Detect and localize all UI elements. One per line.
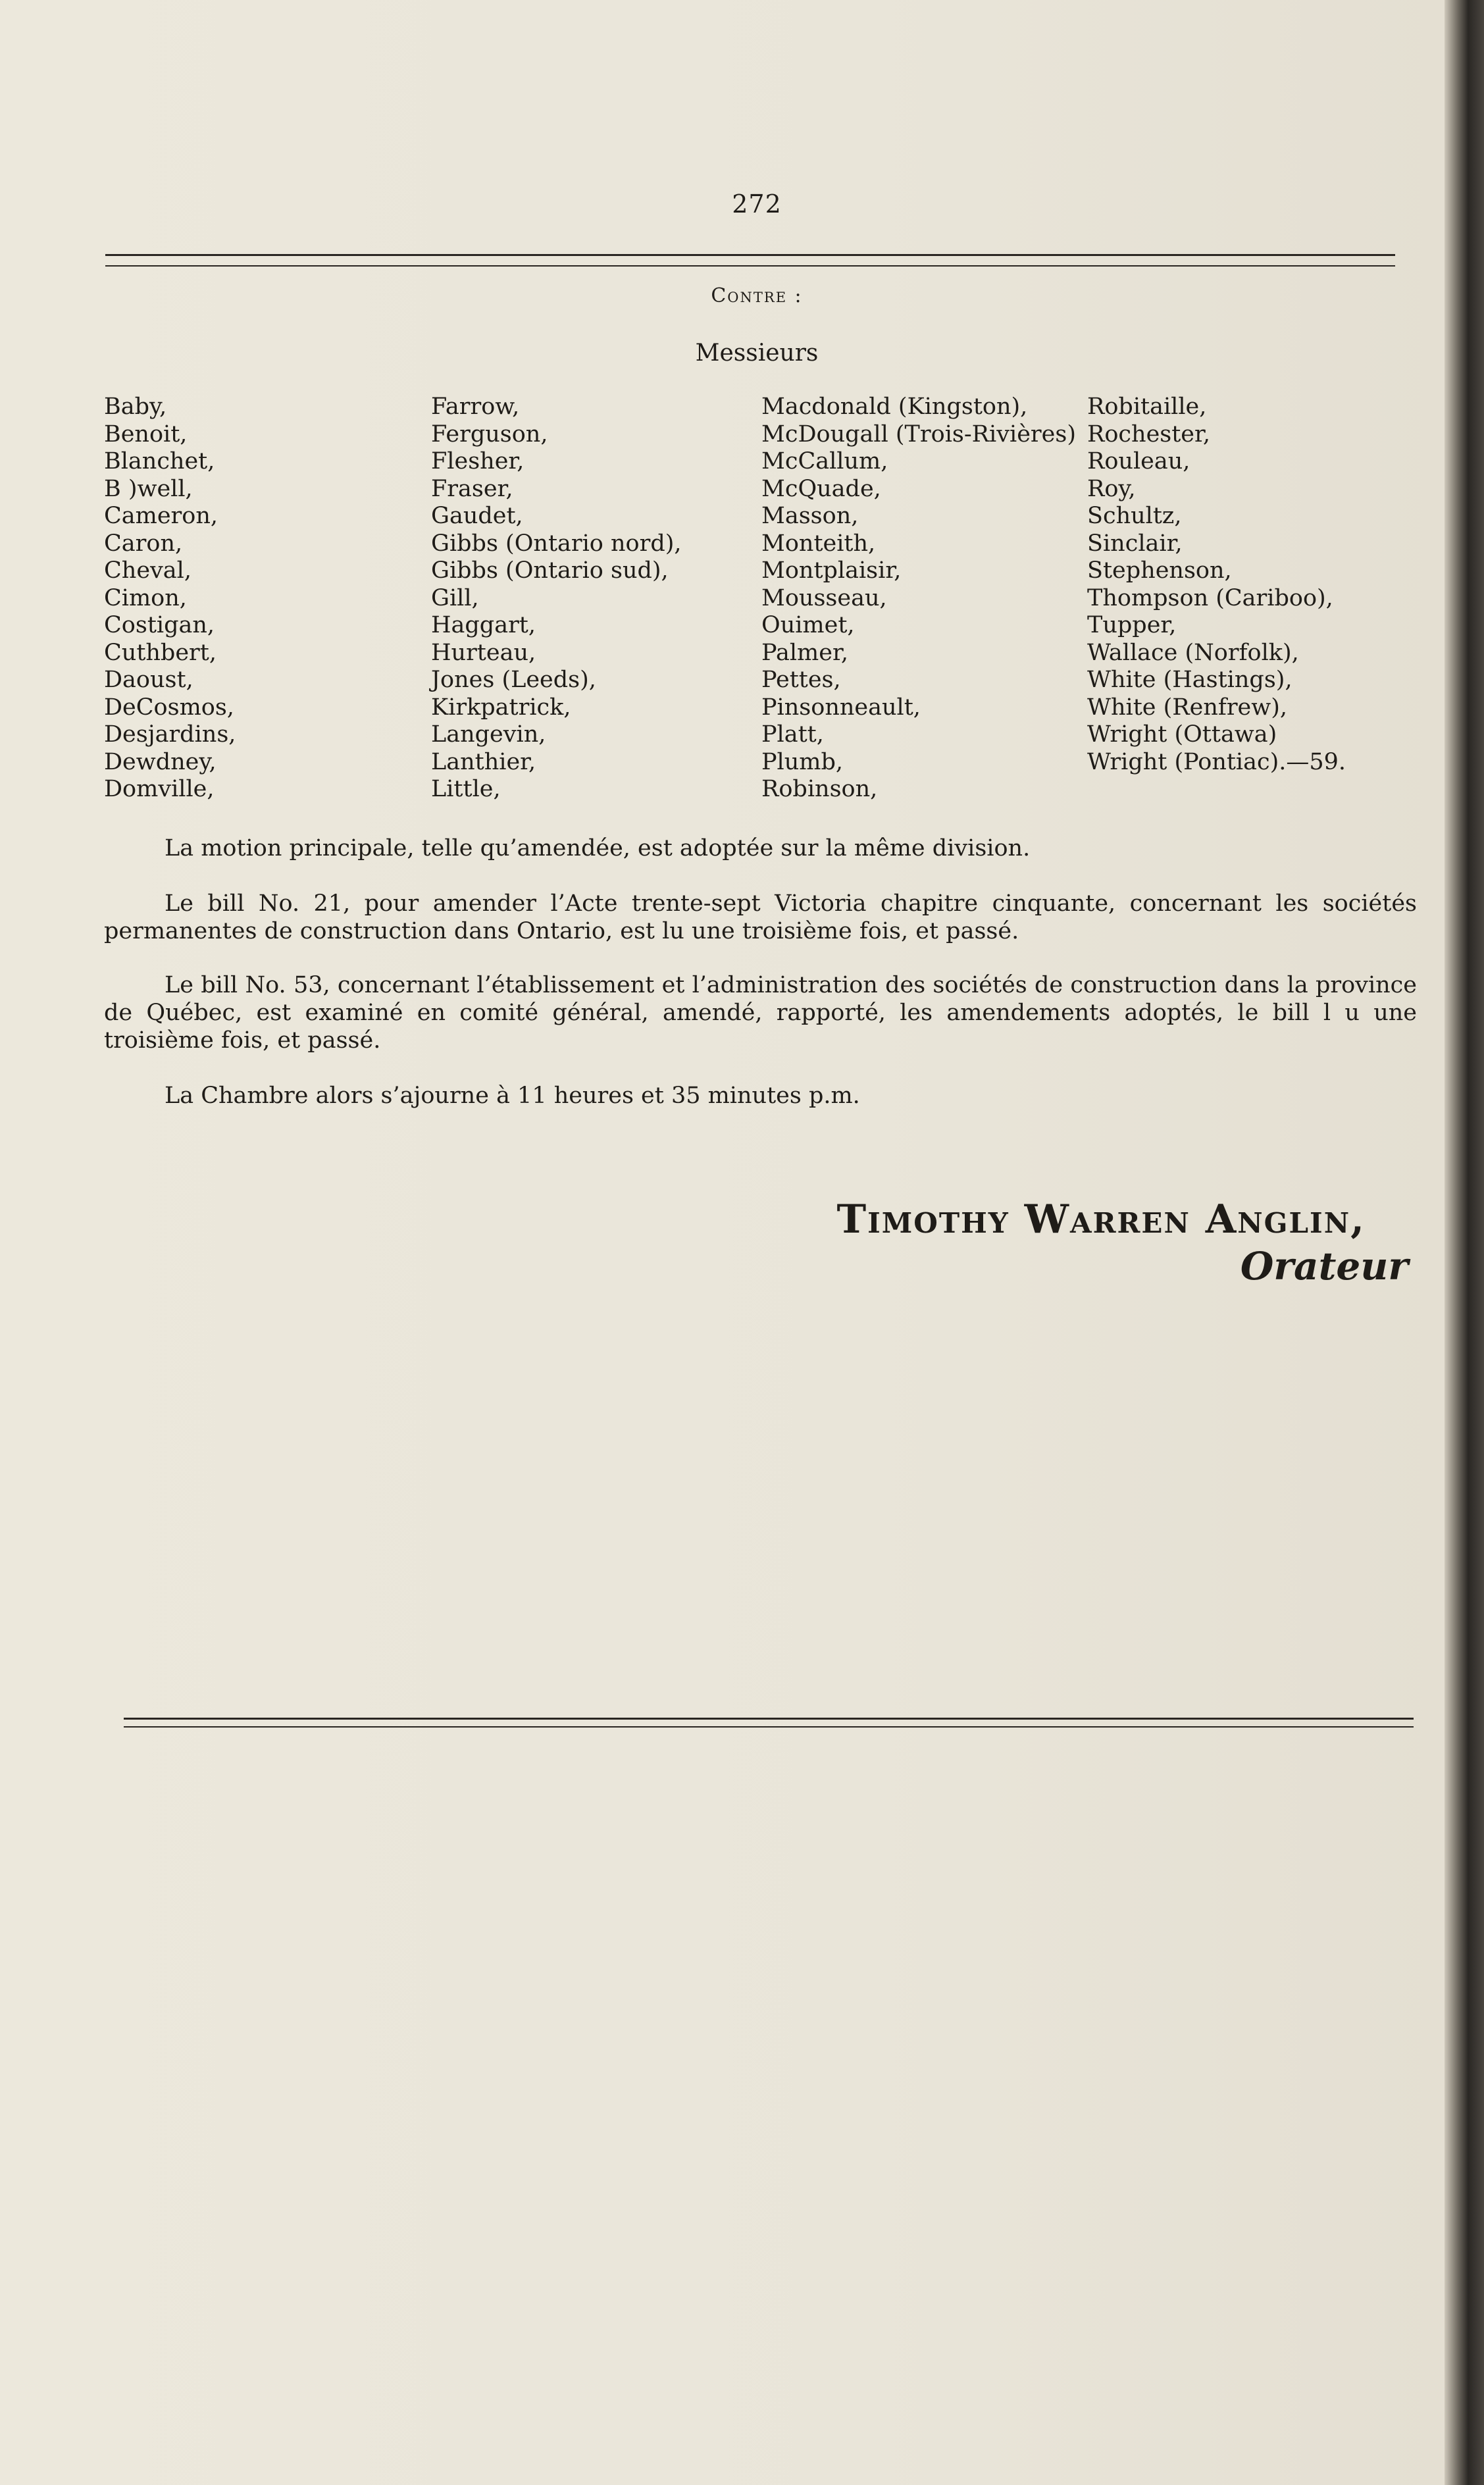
member-name: Tupper, (1087, 612, 1177, 638)
member-name: White (Renfrew), (1087, 694, 1288, 721)
member-name: Masson, (761, 503, 859, 529)
member-name: Haggart, (431, 612, 536, 638)
member-name: Stephenson, (1087, 557, 1232, 584)
member-name: McQuade, (761, 475, 881, 502)
member-name: Montplaisir, (761, 557, 902, 584)
member-name: White (Hastings), (1087, 667, 1292, 693)
member-name: Fraser, (431, 475, 513, 502)
section-heading: Contre : (711, 284, 803, 307)
member-name: Gill, (431, 584, 479, 611)
member-name: Mousseau, (761, 584, 887, 611)
member-name: Lanthier, (431, 748, 536, 775)
member-name: Domville, (104, 776, 215, 802)
paragraph-adjournment: La Chambre alors s’ajourne à 11 heures et 35 minutes p.m. (165, 1083, 860, 1109)
member-name: Thompson (Cariboo), (1087, 584, 1333, 611)
member-name: Monteith, (761, 530, 876, 557)
member-name: Ferguson, (431, 421, 548, 448)
paragraph-motion: La motion principale, telle qu’amendée, est adoptée sur la même division. (165, 835, 1031, 861)
member-name: B )well, (104, 475, 193, 502)
member-name: Platt, (761, 721, 824, 748)
member-name: McCallum, (761, 448, 888, 474)
member-name: Dewdney, (104, 748, 217, 775)
signature-name: Timothy Warren Anglin, (836, 1196, 1366, 1242)
member-name: Baby, (104, 394, 167, 420)
member-name: Rochester, (1087, 421, 1211, 448)
top-rule (105, 254, 1395, 267)
signature-role: Orateur (1240, 1244, 1408, 1289)
member-name: Rouleau, (1087, 448, 1190, 474)
section-subheading: Messieurs (695, 340, 819, 367)
member-name: Robinson, (761, 776, 878, 802)
member-name: Schultz, (1087, 503, 1182, 529)
member-name: McDougall (Trois-Rivières) (761, 421, 1076, 448)
member-name: Hurteau, (431, 639, 536, 666)
member-name: Roy, (1087, 475, 1136, 502)
member-name: Jones (Leeds), (431, 667, 596, 693)
member-name: Cameron, (104, 503, 218, 529)
member-name: Sinclair, (1087, 530, 1183, 557)
book-binding-edge (1445, 0, 1484, 2485)
member-name: Wright (Pontiac).—59. (1087, 748, 1346, 775)
member-name: Langevin, (431, 721, 546, 748)
member-name: Kirkpatrick, (431, 694, 571, 721)
member-name: Wallace (Norfolk), (1087, 639, 1299, 666)
member-name: Palmer, (761, 639, 848, 666)
names-column-3 (761, 394, 1076, 804)
member-name: Ouimet, (761, 612, 855, 638)
paragraph-bill-53: Le bill No. 53, concernant l’établissement et l’administration des sociétés de construction dans la province de Québec, est examiné en comité général, amendé, rapporté, les amendements adoptés, le bill l u une troisième fois, et passé. (104, 972, 1417, 1054)
member-name: Gaudet, (431, 503, 523, 529)
member-name: Caron, (104, 530, 183, 557)
member-name: Macdonald (Kingston), (761, 394, 1028, 420)
member-name: Robitaille, (1087, 394, 1207, 420)
member-name: DeCosmos, (104, 694, 234, 721)
member-name: Desjardins, (104, 721, 236, 748)
member-name: Cuthbert, (104, 639, 217, 666)
member-name: Plumb, (761, 748, 844, 775)
member-name: Farrow, (431, 394, 520, 420)
member-name: Flesher, (431, 448, 525, 474)
member-name: Benoit, (104, 421, 188, 448)
member-name: Wright (Ottawa) (1087, 721, 1277, 748)
member-name: Gibbs (Ontario sud), (431, 557, 669, 584)
member-name: Gibbs (Ontario nord), (431, 530, 682, 557)
paragraph-bill-21: Le bill No. 21, pour amender l’Acte trente-sept Victoria chapitre cinquante, concernant les sociétés permanentes de construction dans Ontario, est lu une troisième fois, et passé. (104, 890, 1417, 944)
member-name: Pettes, (761, 667, 841, 693)
member-name: Cheval, (104, 557, 192, 584)
names-column-2 (431, 394, 682, 804)
page-number: 272 (732, 190, 782, 218)
member-name: Pinsonneault, (761, 694, 921, 721)
bottom-rule (124, 1718, 1414, 1728)
member-name: Little, (431, 776, 501, 802)
member-name: Cimon, (104, 584, 187, 611)
names-column-4 (1087, 394, 1346, 776)
member-name: Daoust, (104, 667, 193, 693)
member-name: Costigan, (104, 612, 215, 638)
names-column-1 (104, 394, 236, 804)
member-name: Blanchet, (104, 448, 215, 474)
